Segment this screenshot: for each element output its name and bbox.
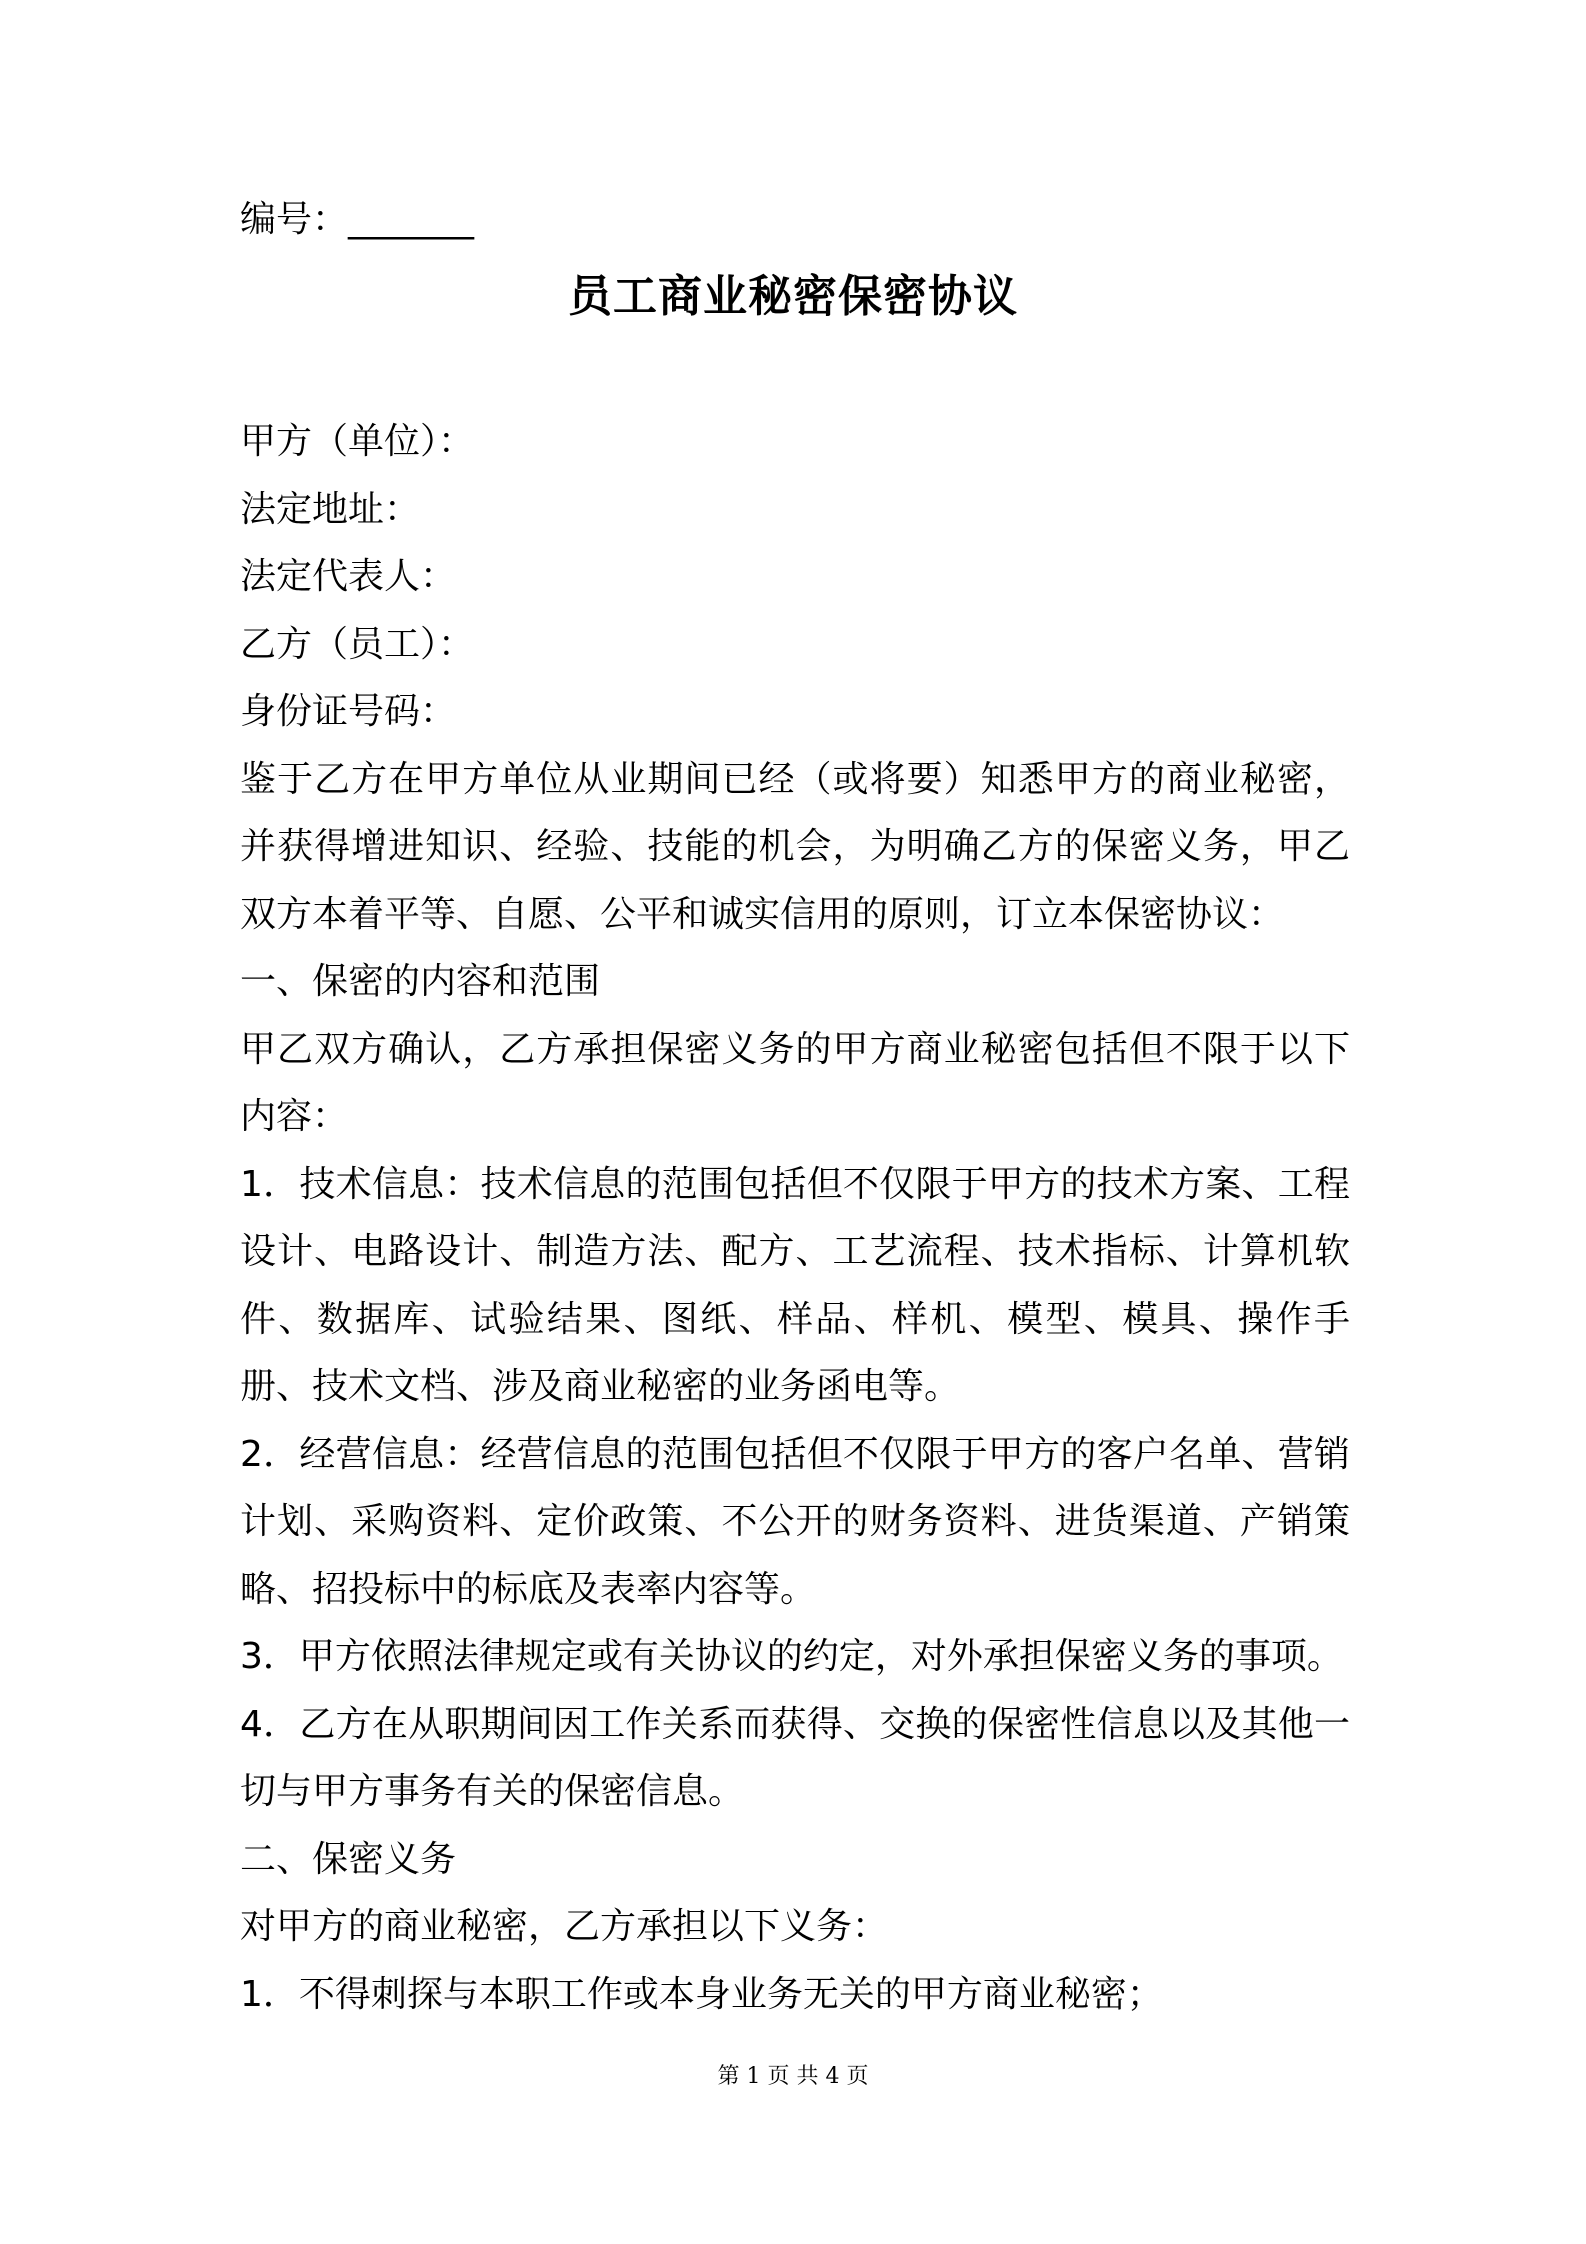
clause-item: 2．经营信息：经营信息的范围包括但不仅限于甲方的客户名单、营销计划、采购资料、定价政策、不公开的财务资料、进货渠道、产销策略、招投标中的标底及表率内容等。 xyxy=(240,1433,1350,1610)
document-number: 编号：_______ xyxy=(240,199,475,240)
id-number-line: 身份证号码： xyxy=(240,691,457,732)
document-title: 员工商业秘密保密协议 xyxy=(568,271,1018,322)
party-a-line: 甲方（单位）： xyxy=(240,421,475,462)
clause-item: 4．乙方在从职期间因工作关系而获得、交换的保密性信息以及其他一切与甲方事务有关的保密信息。 xyxy=(240,1703,1350,1812)
clause-item: 1．不得刺探与本职工作或本身业务无关的甲方商业秘密； xyxy=(240,1973,1163,2015)
clause-item: 3．甲方依照法律规定或有关协议的约定，对外承担保密义务的事项。 xyxy=(240,1636,1343,1677)
section-heading: 一、保密的内容和范围 xyxy=(240,961,601,1002)
section-intro: 甲乙双方确认，乙方承担保密义务的甲方商业秘密包括但不限于以下内容： xyxy=(240,1028,1350,1137)
party-b-line: 乙方（员工）： xyxy=(240,623,475,665)
document-body xyxy=(240,408,1350,2028)
section-heading: 二、保密义务 xyxy=(240,1838,457,1880)
preamble-paragraph: 鉴于乙方在甲方单位从业期间已经（或将要）知悉甲方的商业秘密，并获得增进知识、经验、技能的机会，为明确乙方的保密义务，甲乙双方本着平等、自愿、公平和诚实信用的原则，订立本保密协议： xyxy=(240,758,1350,935)
legal-representative-line: 法定代表人： xyxy=(240,556,457,597)
clause-item: 1．技术信息：技术信息的范围包括但不仅限于甲方的技术方案、工程设计、电路设计、制造方法、配方、工艺流程、技术指标、计算机软件、数据库、试验结果、图纸、样品、样机、模型、模具、操作手册、技术文档、涉及商业秘密的业务函电等。 xyxy=(240,1163,1350,1407)
legal-address-line: 法定地址： xyxy=(240,488,421,530)
page-footer: 第 1 页 共 4 页 xyxy=(717,2064,869,2089)
section-intro: 对甲方的商业秘密，乙方承担以下义务： xyxy=(240,1906,889,1947)
